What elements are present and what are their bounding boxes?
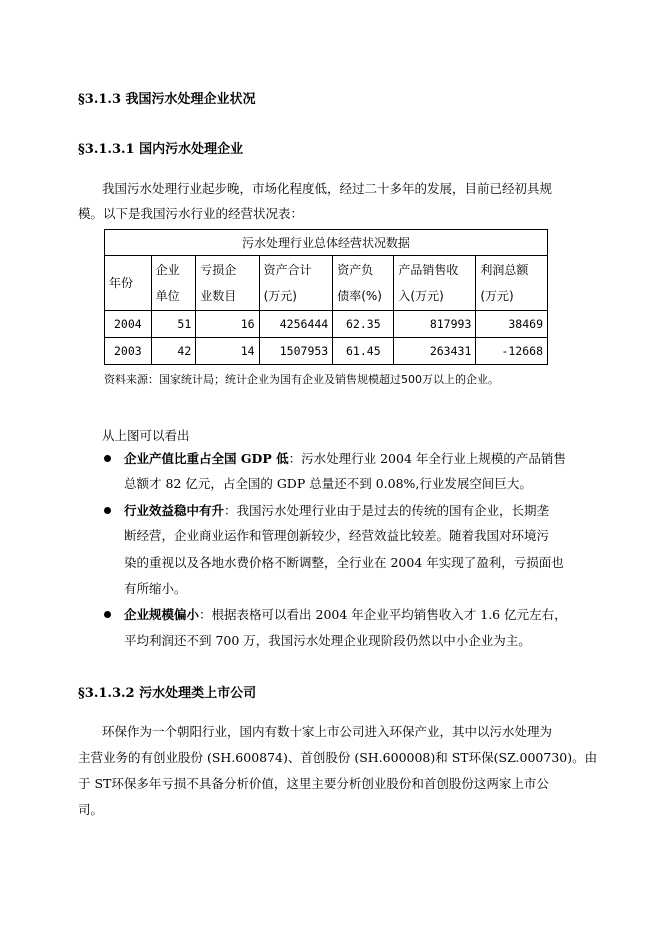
intro-line-1: 我国污水处理行业起步晚，市场化程度低，经过二十多年的发展，目前已经初具规 bbox=[102, 181, 553, 196]
bullet-2-title: 行业效益稳中有升 bbox=[124, 503, 225, 518]
cell-year: 2004 bbox=[105, 311, 152, 338]
cell-total-profit: 38469 bbox=[476, 311, 548, 338]
col-header-enterprise-units: 企业 单位 bbox=[151, 256, 196, 311]
col-header-loss-enterprises: 亏损企 业数目 bbox=[196, 256, 259, 311]
bullet-dot-icon bbox=[104, 507, 111, 514]
col-header-total-assets: 资产合计 (万元) bbox=[259, 256, 333, 311]
bullet-dot-icon bbox=[104, 455, 111, 462]
cell-loss-enterprises: 16 bbox=[196, 311, 259, 338]
cell-enterprise-units: 42 bbox=[151, 338, 196, 365]
cell-total-assets: 1507953 bbox=[259, 338, 333, 365]
bullet-1-title: 企业产值比重占全国 GDP 低 bbox=[124, 451, 289, 466]
col-header-year: 年份 bbox=[105, 256, 152, 311]
bullet-2-line-1 bbox=[124, 498, 549, 523]
cell-debt-ratio: 61.45 bbox=[333, 338, 394, 365]
cell-loss-enterprises: 14 bbox=[196, 338, 259, 365]
section-heading-3-1-3-2: §3.1.3.2 污水处理类上市公司 bbox=[78, 686, 257, 701]
bullet-1-line-1 bbox=[124, 446, 566, 471]
bullet-2-line-2: 断经营，企业商业运作和管理创新较少，经营效益比较差。随着我国对环境污 bbox=[124, 528, 550, 543]
table-source-note: 资料来源：国家统计局；统计企业为国有企业及销售规模超过500万以上的企业。 bbox=[104, 373, 499, 386]
cell-total-profit: -12668 bbox=[476, 338, 548, 365]
table-row bbox=[105, 338, 548, 365]
lead-text: 从上图可以看出 bbox=[102, 428, 190, 443]
closing-line-1: 环保作为一个朝阳行业，国内有数十家上市公司进入环保产业，其中以污水处理为 bbox=[102, 724, 553, 739]
bullet-2-text: ：我国污水处理行业由于是过去的传统的国有企业，长期垄 bbox=[224, 503, 550, 518]
cell-year: 2003 bbox=[105, 338, 152, 365]
table-row bbox=[105, 311, 548, 338]
cell-sales-revenue: 817993 bbox=[394, 311, 476, 338]
intro-line-2: 模。以下是我国污水行业的经营状况表： bbox=[78, 206, 304, 221]
bullet-3-line-1 bbox=[124, 602, 567, 627]
bullet-1-line-2: 总额才 82 亿元，占全国的 GDP 总量还不到 0.08%,行业发展空间巨大。 bbox=[124, 476, 532, 491]
cell-total-assets: 4256444 bbox=[259, 311, 333, 338]
bullet-3-text: ：根据表格可以看出 2004 年企业平均销售收入才 1.6 亿元左右， bbox=[199, 607, 567, 622]
bullet-2-line-3: 染的重视以及各地水费价格不断调整，全行业在 2004 年实现了盈利，亏损面也 bbox=[124, 555, 564, 570]
section-heading-3-1-3: §3.1.3 我国污水处理企业状况 bbox=[78, 92, 256, 107]
col-header-total-profit: 利润总额 (万元) bbox=[476, 256, 548, 311]
table-title: 污水处理行业总体经营状况数据 bbox=[105, 230, 548, 256]
cell-debt-ratio: 62.35 bbox=[333, 311, 394, 338]
cell-enterprise-units: 51 bbox=[151, 311, 196, 338]
closing-line-3: 于 ST环保多年亏损不具备分析价值，这里主要分析创业股份和首创股份这两家上市公 bbox=[78, 776, 549, 791]
section-heading-3-1-3-1: §3.1.3.1 国内污水处理企业 bbox=[78, 142, 244, 157]
col-header-sales-revenue: 产品销售收 入(万元) bbox=[394, 256, 476, 311]
closing-line-4: 司。 bbox=[78, 802, 104, 817]
bullet-2-line-4: 有所缩小。 bbox=[124, 581, 187, 596]
operating-status-table bbox=[104, 229, 548, 365]
bullet-1-text: ：污水处理行业 2004 年全行业上规模的产品销售 bbox=[288, 451, 566, 466]
col-header-debt-ratio: 资产负 债率(%) bbox=[333, 256, 394, 311]
bullet-3-title: 企业规模偏小 bbox=[124, 607, 200, 622]
bullet-dot-icon bbox=[104, 611, 111, 618]
closing-line-2: 主营业务的有创业股份 (SH.600874)、首创股份 (SH.600008)和 ST环保(SZ.000730)。由 bbox=[78, 750, 598, 765]
bullet-3-line-2: 平均利润还不到 700 万，我国污水处理企业现阶段仍然以中小企业为主。 bbox=[124, 633, 531, 648]
cell-sales-revenue: 263431 bbox=[394, 338, 476, 365]
